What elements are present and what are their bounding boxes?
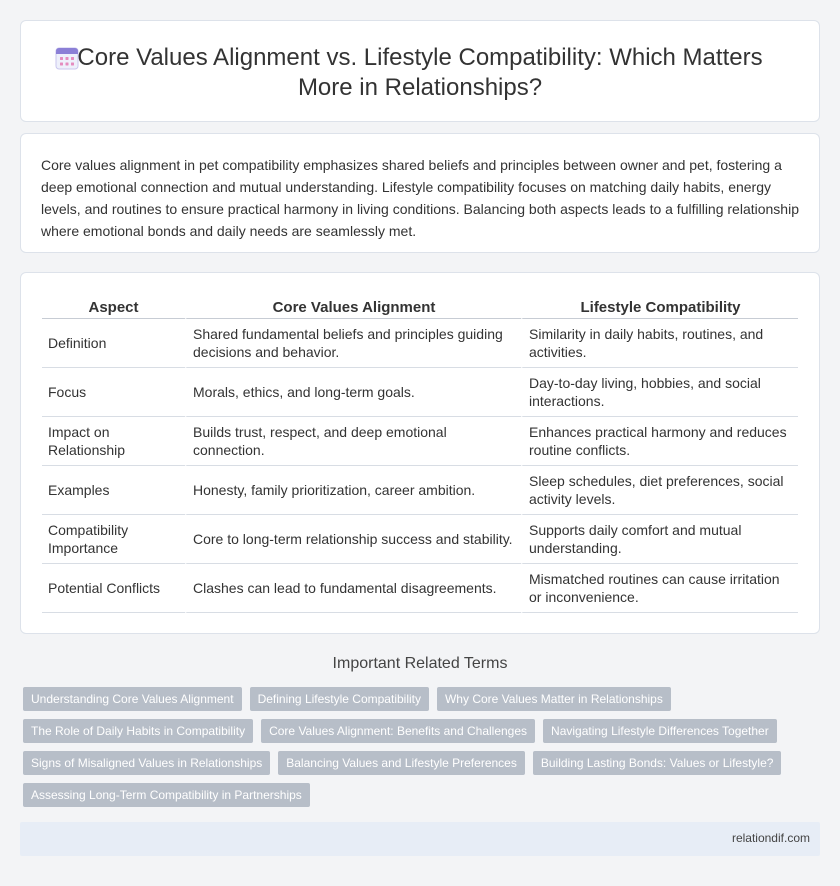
cell-core-values: Clashes can lead to fundamental disagreements. bbox=[185, 564, 521, 613]
related-term-tag[interactable]: Assessing Long-Term Compatibility in Partnerships bbox=[23, 783, 310, 807]
summary-text: Core values alignment in pet compatibility emphasizes shared beliefs and principles between owner and pet, fostering a deep emotional connection and mutual understanding. Lifestyle compatibility focuses on matching daily habits, energy levels, and routines to ensure practical harmony in living conditions. Balancing both aspects leads to a fulfilling relationship where emotional bonds and daily needs are seamlessly met. bbox=[41, 157, 799, 239]
table-row bbox=[42, 368, 798, 417]
cell-aspect: Focus bbox=[42, 368, 185, 417]
header-lifestyle: Lifestyle Compatibility bbox=[521, 295, 798, 319]
cell-core-values: Builds trust, respect, and deep emotional connection. bbox=[185, 417, 521, 466]
cell-core-values: Honesty, family prioritization, career ambition. bbox=[185, 466, 521, 515]
table-row bbox=[42, 319, 798, 368]
related-term-tag[interactable]: Navigating Lifestyle Differences Together bbox=[543, 719, 777, 743]
header-core-values: Core Values Alignment bbox=[185, 295, 521, 319]
cell-lifestyle: Supports daily comfort and mutual understanding. bbox=[521, 515, 798, 564]
related-term-tag[interactable]: The Role of Daily Habits in Compatibility bbox=[23, 719, 253, 743]
cell-lifestyle: Day-to-day living, hobbies, and social interactions. bbox=[521, 368, 798, 417]
table-row bbox=[42, 417, 798, 466]
related-term-tag[interactable]: Balancing Values and Lifestyle Preferences bbox=[278, 751, 525, 775]
cell-lifestyle: Sleep schedules, diet preferences, social activity levels. bbox=[521, 466, 798, 515]
cell-lifestyle: Mismatched routines can cause irritation or inconvenience. bbox=[521, 564, 798, 613]
summary-card bbox=[20, 133, 820, 253]
table-row bbox=[42, 466, 798, 515]
related-terms-heading: Important Related Terms bbox=[332, 655, 508, 672]
header-aspect: Aspect bbox=[42, 295, 185, 319]
related-terms-list bbox=[23, 687, 813, 815]
comparison-table bbox=[42, 295, 798, 613]
header-card bbox=[20, 20, 820, 122]
page-title-line-2: More in Relationships? bbox=[297, 74, 543, 101]
comparison-table-card bbox=[20, 272, 820, 634]
cell-core-values: Shared fundamental beliefs and principles guiding decisions and behavior. bbox=[185, 319, 521, 368]
cell-core-values: Morals, ethics, and long-term goals. bbox=[185, 368, 521, 417]
footer-site-link[interactable]: relationdif.com bbox=[731, 831, 810, 845]
table-header-row bbox=[42, 295, 798, 319]
cell-aspect: Definition bbox=[42, 319, 185, 368]
cell-aspect: Potential Conflicts bbox=[42, 564, 185, 613]
related-term-tag[interactable]: Building Lasting Bonds: Values or Lifestyle? bbox=[533, 751, 782, 775]
cell-aspect: Impact on Relationship bbox=[42, 417, 185, 466]
related-term-tag[interactable]: Signs of Misaligned Values in Relationships bbox=[23, 751, 270, 775]
related-term-tag[interactable]: Why Core Values Matter in Relationships bbox=[437, 687, 671, 711]
table-row bbox=[42, 515, 798, 564]
related-term-tag[interactable]: Defining Lifestyle Compatibility bbox=[250, 687, 429, 711]
page-title bbox=[21, 43, 819, 103]
cell-aspect: Compatibility Importance bbox=[42, 515, 185, 564]
table-row bbox=[42, 564, 798, 613]
page-title-line-1: Core Values Alignment vs. Lifestyle Compatibility: Which Matters bbox=[77, 44, 763, 71]
cell-aspect: Examples bbox=[42, 466, 185, 515]
footer bbox=[20, 822, 820, 856]
cell-lifestyle: Similarity in daily habits, routines, and activities. bbox=[521, 319, 798, 368]
related-term-tag[interactable]: Core Values Alignment: Benefits and Challenges bbox=[261, 719, 535, 743]
cell-core-values: Core to long-term relationship success and stability. bbox=[185, 515, 521, 564]
cell-lifestyle: Enhances practical harmony and reduces routine conflicts. bbox=[521, 417, 798, 466]
related-term-tag[interactable]: Understanding Core Values Alignment bbox=[23, 687, 242, 711]
